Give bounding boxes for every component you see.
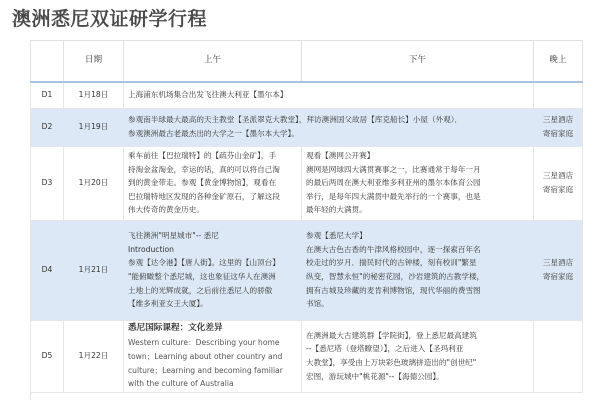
cell-line: 书馆。 <box>306 299 329 309</box>
morning-cell <box>124 220 302 320</box>
evening-cell <box>534 146 583 220</box>
cell-line: town；Learning about other country and <box>128 351 283 361</box>
page-title: 澳洲悉尼双证研学行程 <box>12 8 208 30</box>
cell-line: 飞往澳洲"明星城市"-- 悉尼 <box>128 231 219 241</box>
cell-line: 澳网是网球四大满贯赛事之一，比赛通常于每年一月 <box>306 164 481 174</box>
cell-line: 上海浦东机场集合出发飞往澳大利亚【墨尔本】 <box>128 90 288 100</box>
cell-line: 参观【达令港】【唐人街】。这里的【山顶台】 <box>128 258 280 268</box>
day-cell: D3 <box>31 146 64 220</box>
cell-line: 参观南半球最大最高的天主教堂【圣派翠克大教堂】，拜访澳洲国父故居【库克船长】小屋（外观）． <box>128 115 463 125</box>
evening-cell <box>534 220 583 320</box>
cell-line: 宏图，游玩城中"桃花源"--【海德公园】。 <box>306 371 444 381</box>
date-cell: 1月19日 <box>64 108 124 146</box>
date-cell: 1月21日 <box>64 220 124 320</box>
cell-line: culture；Learning and becoming familiar <box>128 365 283 375</box>
evening-cell <box>534 82 583 108</box>
afternoon-cell <box>302 220 534 320</box>
cell-line: with the culture of Australia <box>128 379 234 389</box>
cell-line: 拥有古城及珍藏的麦肯利博物馆，现代华丽的费雪图 <box>306 285 481 295</box>
table-row <box>31 146 583 220</box>
evening-cell <box>534 108 583 146</box>
header-evening: 晚上 <box>534 41 583 83</box>
cell-line: 大教堂】，享受由上万块彩色玻璃拼造出的"创世纪" <box>306 358 477 367</box>
afternoon-cell <box>302 146 534 220</box>
cell-line: 举行，是每年四大满贯中最先举行的一个赛事，也是 <box>306 191 481 201</box>
table-row <box>31 82 583 108</box>
header-row <box>31 41 583 83</box>
cell-line: Western culture：Describing your home <box>128 338 280 348</box>
cell-line: 巴拉瑞特地区发现的各种金矿原石，了解这段 <box>128 191 280 201</box>
cell-line: 校走过的岁月．揣民时代的古钟楼，刻有校训"繁星 <box>306 258 477 268</box>
cell-line: 最年轻的大满贯。 <box>306 205 367 215</box>
itinerary-table <box>30 40 583 393</box>
morning-cell <box>124 82 534 108</box>
table-row <box>31 320 583 392</box>
date-cell: 1月22日 <box>64 320 124 392</box>
cell-line: "能俯瞰整个悉尼城，这也象征这华人在澳洲 <box>128 272 276 281</box>
cell-line: 伟大传奇的黄金历史。 <box>128 205 204 215</box>
afternoon-cell <box>302 320 534 392</box>
morning-cell <box>124 320 302 392</box>
evening-cell <box>534 320 583 392</box>
header-morning: 上午 <box>124 41 302 83</box>
morning-cell <box>124 108 534 146</box>
cell-line: 寄宿家庭 <box>542 129 574 138</box>
day-cell: D1 <box>31 82 64 108</box>
cell-line: 参观【悉尼大学】 <box>306 231 367 241</box>
header-afternoon: 下午 <box>302 41 534 83</box>
day-cell: D2 <box>31 108 64 146</box>
table-row <box>31 108 583 146</box>
cell-line: 寄宿家庭 <box>542 272 574 281</box>
cell-line: 三星酒店 <box>542 171 574 181</box>
cell-line: 【维多利亚女王大厦】。 <box>128 299 208 309</box>
cell-line: 悉尼国际课程：文化差异 <box>128 323 223 334</box>
day-cell: D4 <box>31 220 64 320</box>
table-row <box>31 220 583 320</box>
cell-line: 的最后两周在澳大利亚维多利亚州的墨尔本体育公园 <box>306 178 481 188</box>
cell-line: 三星酒店 <box>542 258 574 268</box>
cell-line: 观看【澳网公开赛】 <box>306 151 375 161</box>
cell-line: 持淘金盆淘金，幸运的话，真的可以将自己淘 <box>128 164 280 174</box>
cell-line: 纵变，智慧永恒"的秘密花园，沙岩建筑的古教学楼， <box>306 272 485 281</box>
morning-cell <box>124 146 302 220</box>
header-day <box>31 41 64 83</box>
cell-line: Introduction <box>128 244 174 254</box>
cell-line: 寄宿家庭 <box>542 185 574 194</box>
cell-line: --【悉尼塔（登塔瞭望）】，之后进入【圣玛利亚 <box>306 344 464 354</box>
date-cell: 1月20日 <box>64 146 124 220</box>
cell-line: 参观澳洲最古老最杰出的大学之一【墨尔本大学】。 <box>128 129 299 138</box>
header-date: 日期 <box>64 41 124 83</box>
day-cell: D5 <box>31 320 64 392</box>
cell-line: 到的黄金带走。参观【黄金博物馆】，观看在 <box>128 178 277 188</box>
cell-line: 乘车前往【巴拉瑞特】的【疏芬山金矿】，手 <box>128 151 277 161</box>
cell-line: 在澳大古色古香的牛津风格校园中，逐一探索百年名 <box>306 244 481 254</box>
cell-line: 在澳洲最大古建筑群【学院街】，登上悉尼最高建筑 <box>306 330 477 340</box>
date-cell: 1月18日 <box>64 82 124 108</box>
cell-line: 三星酒店 <box>542 115 574 125</box>
cell-line: 土地上的光辉成就，之后前往悉尼人的骄傲 <box>128 285 273 295</box>
